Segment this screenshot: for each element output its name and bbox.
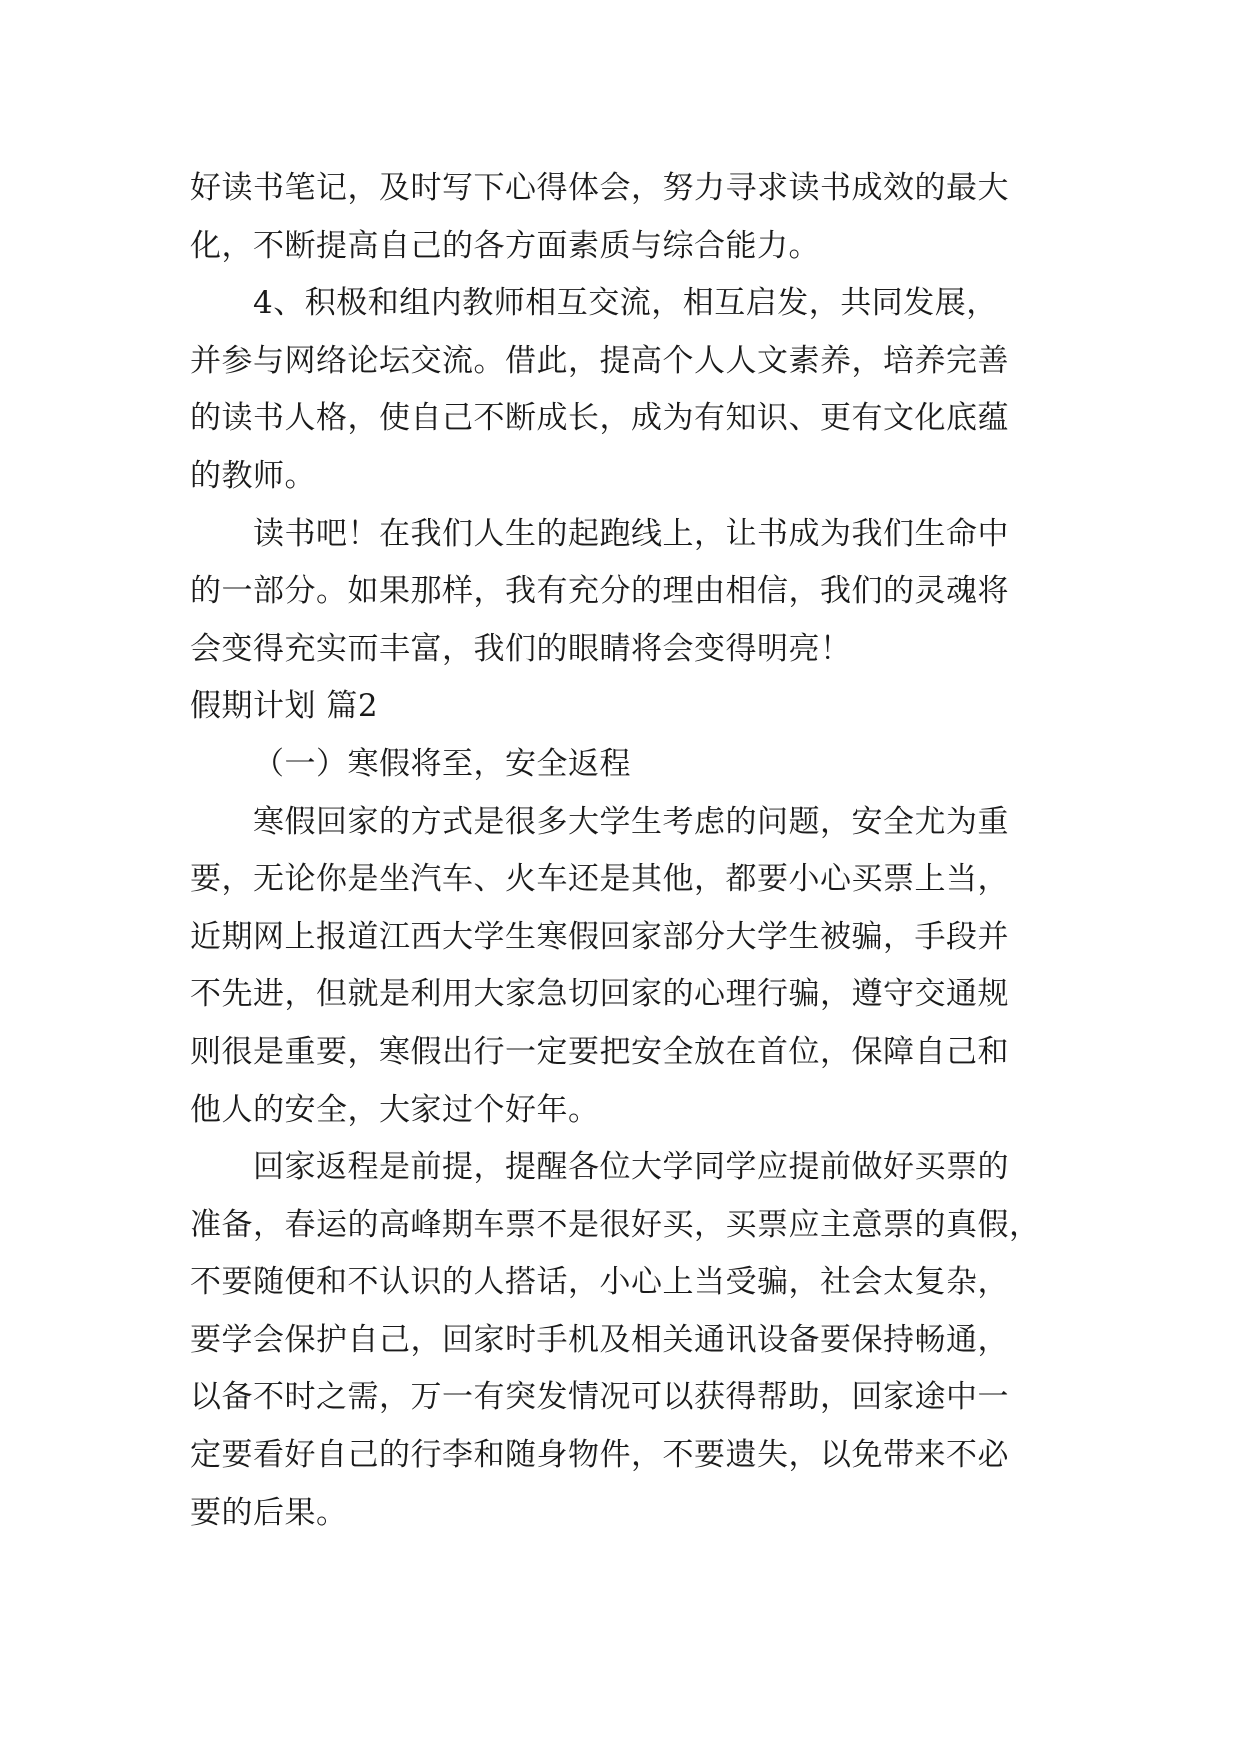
subsection-heading: （一）寒假将至，安全返程 [253,745,631,782]
text-line: 并参与网络论坛交流。借此，提高个人人文素养，培养完善 [190,342,1009,379]
text-line: 会变得充实而丰富，我们的眼睛将会变得明亮！ [190,630,852,667]
document-body [190,160,1052,1542]
text-line: 化，不断提高自己的各方面素质与综合能力。 [190,227,820,264]
text-line: 的一部分。如果那样，我有充分的理由相信，我们的灵魂将 [190,573,1009,610]
text-line: 寒假回家的方式是很多大学生考虑的问题，安全尤为重 [253,803,1009,840]
text-line: 则很是重要，寒假出行一定要把安全放在首位，保障自己和 [190,1033,1009,1070]
text-line: 近期网上报道江西大学生寒假回家部分大学生被骗，手段并 [190,918,1009,955]
text-line: 4、积极和组内教师相互交流，相互启发，共同发展， [253,285,998,322]
text-line: 回家返程是前提，提醒各位大学同学应提前做好买票的 [253,1149,1009,1186]
text-line: 的教师。 [190,457,316,494]
text-line: 读书吧！在我们人生的起跑线上，让书成为我们生命中 [253,515,1009,552]
text-line: 要的后果。 [190,1494,348,1531]
section-heading: 假期计划 篇2 [190,688,379,725]
text-line: 好读书笔记，及时写下心得体会，努力寻求读书成效的最大 [190,170,1009,206]
text-line: 定要看好自己的行李和随身物件，不要遗失，以免带来不必 [190,1437,1009,1474]
text-line: 要，无论你是坐汽车、火车还是其他，都要小心买票上当， [190,861,1009,898]
text-line: 的读书人格，使自己不断成长，成为有知识、更有文化底蕴 [190,400,1009,437]
text-line: 以备不时之需，万一有突发情况可以获得帮助，回家途中一 [190,1379,1009,1416]
text-line: 准备，春运的高峰期车票不是很好买，买票应主意票的真假， [190,1206,1041,1243]
text-line: 要学会保护自己，回家时手机及相关通讯设备要保持畅通， [190,1321,1009,1358]
text-line: 不要随便和不认识的人搭话，小心上当受骗，社会太复杂， [190,1264,1009,1301]
text-line: 不先进，但就是利用大家急切回家的心理行骗，遵守交通规 [190,976,1009,1013]
text-line: 他人的安全，大家过个好年。 [190,1091,600,1128]
